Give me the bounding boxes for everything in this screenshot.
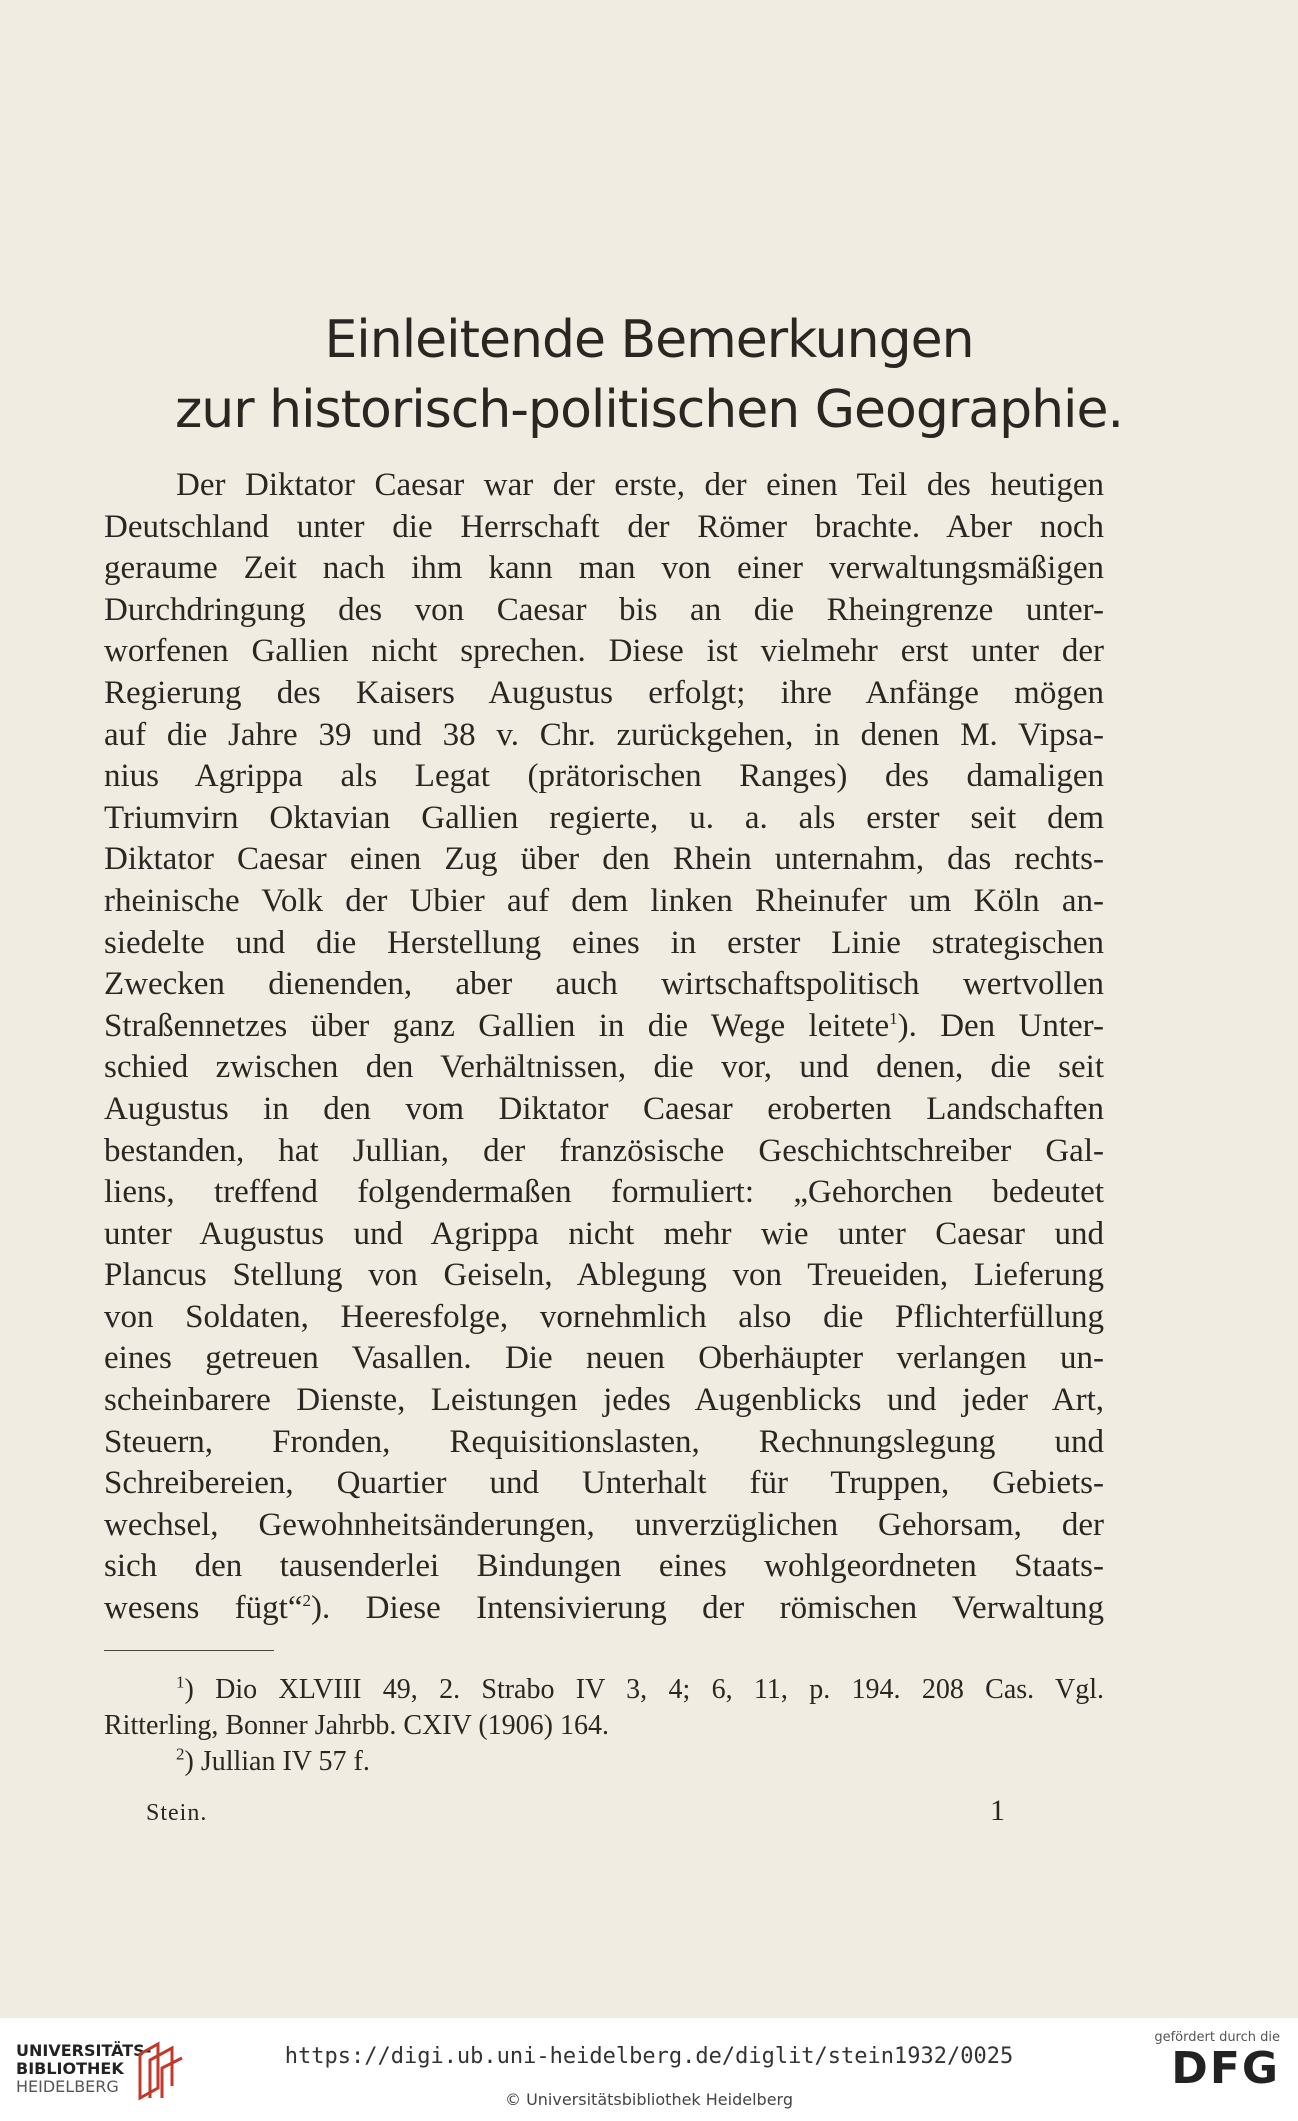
body-line: Regierung des Kaisers Augustus erfolgt; ihre Anfänge mögen xyxy=(104,674,1104,711)
body-line: eines getreuen Vasallen. Die neuen Oberhäupter verlangen un- xyxy=(104,1340,1104,1377)
signature-mark: Stein. xyxy=(146,1800,208,1826)
body-line: Durchdringung des von Caesar bis an die Rheingrenze unter- xyxy=(104,591,1104,628)
body-line: scheinbarere Dienste, Leistungen jedes Augenblicks und jeder Art, xyxy=(104,1382,1104,1419)
footnote-1 xyxy=(104,1672,1104,1744)
body-line: Augustus in den vom Diktator Caesar eroberten Landschaften xyxy=(104,1090,1104,1127)
footer-bar xyxy=(0,2018,1298,2121)
body-line: Schreibereien, Quartier und Unterhalt für Truppen, Gebiets- xyxy=(104,1465,1104,1502)
footnote-ref-2: 2 xyxy=(302,1591,311,1611)
body-line: rheinische Volk der Ubier auf dem linken Rheinufer um Köln an- xyxy=(104,882,1104,919)
footnote-2 xyxy=(104,1744,1104,1780)
body-line: schied zwischen den Verhältnissen, die vor, und denen, die seit xyxy=(104,1049,1104,1086)
body-line: Zwecken dienenden, aber auch wirtschaftspolitisch wertvollen xyxy=(104,966,1104,1003)
dfg-logo[interactable] xyxy=(1130,2030,1280,2110)
logo-line: BIBLIOTHEK xyxy=(16,2059,124,2078)
body-line: Diktator Caesar einen Zug über den Rhein unternahm, das rechts- xyxy=(104,841,1104,878)
body-line: von Soldaten, Heeresfolge, vornehmlich also die Pflichterfüllung xyxy=(104,1298,1104,1335)
dfg-wordmark: DFG xyxy=(1171,2043,1280,2094)
body-line: Der Diktator Caesar war der erste, der einen Teil des heutigen xyxy=(176,467,1104,503)
body-line-text: wesens fügt“ xyxy=(104,1590,303,1627)
body-line: auf die Jahre 39 und 38 v. Chr. zurückgehen, in denen M. Vipsa- xyxy=(104,716,1104,753)
body-line: wechsel, Gewohnheitsänderungen, unverzüglichen Gehorsam, der xyxy=(104,1506,1104,1543)
footnote-line xyxy=(104,1744,1104,1780)
footnote-line xyxy=(104,1672,1104,1708)
document-url[interactable]: https://digi.ub.uni-heidelberg.de/diglit/stein1932/0025 xyxy=(284,2044,1014,2069)
footnote-mark-1: 1 xyxy=(176,1672,185,1692)
body-line: Triumvirn Oktavian Gallien regierte, u. a. als erster seit dem xyxy=(104,799,1104,836)
body-paragraph xyxy=(104,465,1104,1630)
footnote-separator xyxy=(104,1650,274,1651)
body-line-with-footnote-1 xyxy=(104,1006,1104,1048)
body-line: sich den tausenderlei Bindungen eines wohlgeordneten Staats- xyxy=(104,1548,1104,1585)
footnote-mark-2: 2 xyxy=(176,1744,185,1764)
body-line: nius Agrippa als Legat (prätorischen Ranges) des damaligen xyxy=(104,758,1104,795)
body-line: Deutschland unter die Herrschaft der Römer brachte. Aber noch xyxy=(104,508,1104,545)
footnote-ref-1: 1 xyxy=(889,1008,898,1028)
copyright-notice: © Universitätsbibliothek Heidelberg xyxy=(504,2090,793,2109)
footnote-line: Ritterling, Bonner Jahrbb. CXIV (1906) 164. xyxy=(104,1710,609,1741)
body-line-text: Straßennetzes über ganz Gallien in die Wege leitete xyxy=(104,1007,890,1044)
body-line: Steuern, Fronden, Requisitionslasten, Rechnungslegung und xyxy=(104,1423,1104,1460)
page-number: 1 xyxy=(990,1794,1005,1827)
body-line-tail: ). Den Unter- xyxy=(897,1007,1105,1044)
body-line: unter Augustus und Agrippa nicht mehr wie unter Caesar und xyxy=(104,1215,1104,1252)
logo-line: HEIDELBERG xyxy=(16,2077,119,2096)
body-line: geraume Zeit nach ihm kann man von einer verwaltungsmäßigen xyxy=(104,550,1104,587)
footnote-text: ) Jullian IV 57 f. xyxy=(184,1746,370,1777)
body-line-with-footnote-2 xyxy=(104,1588,1104,1630)
body-line: liens, treffend folgendermaßen formuliert: „Gehorchen bedeutet xyxy=(104,1174,1104,1211)
body-line: worfenen Gallien nicht sprechen. Diese ist vielmehr erst unter der xyxy=(104,633,1104,670)
body-line: Plancus Stellung von Geiseln, Ablegung von Treueiden, Lieferung xyxy=(104,1257,1104,1294)
page-title-line-1: Einleitende Bemerkungen xyxy=(324,310,974,370)
body-line-tail: ). Diese Intensivierung der römischen Verwaltung xyxy=(311,1590,1104,1627)
footnote-text: ) Dio XLVIII 49, 2. Strabo IV 3, 4; 6, 11, p. 194. 208 Cas. Vgl. xyxy=(184,1674,1104,1705)
body-line: bestanden, hat Jullian, der französische Geschichtschreiber Gal- xyxy=(104,1132,1104,1169)
logo-line: UNIVERSITÄTS- xyxy=(16,2041,152,2060)
funding-caption: gefördert durch die xyxy=(1154,2030,1280,2045)
body-line: siedelte und die Herstellung eines in erster Linie strategischen xyxy=(104,924,1104,961)
page-title-line-2: zur historisch-politischen Geographie. xyxy=(174,380,1124,440)
